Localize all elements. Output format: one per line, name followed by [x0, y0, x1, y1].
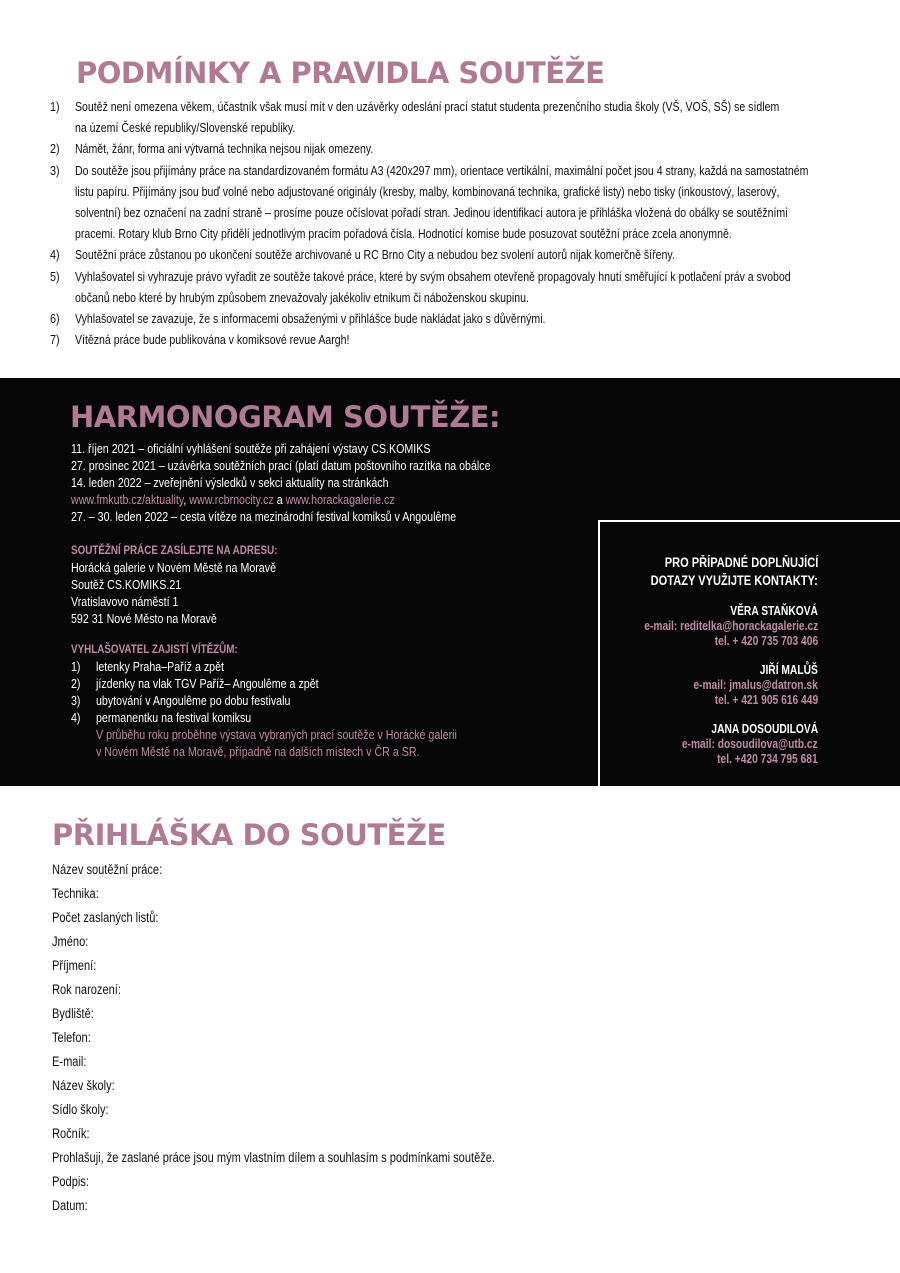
schedule-line: 27. prosinec 2021 – uzávěrka soutěžních prací (platí datum poštovního razítka na obálce: [71, 458, 491, 473]
contact-email[interactable]: e-mail: jmalus@datron.sk: [693, 678, 818, 692]
declaration-text: Prohlašuji, že zaslané práce jsou mým vlastním dílem a souhlasím s podmínkami soutěže.: [52, 1150, 495, 1165]
contact-email[interactable]: e-mail: reditelka@horackagalerie.cz: [643, 619, 818, 633]
rule-text: pracemi. Rotary klub Brno City přidělí jednotlivým pracím pořadová čísla. Hodnotící komise bude posuzovat soutěžní práce zcela anonymně.: [75, 226, 732, 242]
field-work-title: Název soutěžní práce:: [52, 862, 163, 877]
rule-number: 6): [50, 311, 60, 327]
address-block: [71, 541, 323, 627]
link-horackagalerie[interactable]: www.horackagalerie.cz: [285, 492, 395, 507]
contact-phone: tel. + 420 735 703 406: [714, 634, 818, 648]
address-heading: SOUTĚŽNÍ PRÁCE ZASÍLEJTE NA ADRESU:: [71, 543, 278, 557]
form-title: PŘIHLÁŠKA DO SOUTĚŽE: [52, 818, 446, 852]
rule-number: 2): [50, 141, 60, 157]
rule-number: 4): [50, 247, 60, 263]
schedule-section: [0, 378, 900, 786]
rule-item: [50, 329, 880, 350]
prize-text: letenky Praha–Paříž a zpět: [96, 659, 224, 674]
field-sheet-count: Počet zaslaných listů:: [52, 910, 159, 925]
rule-text: Do soutěže jsou přijímány práce na standardizovaném formátu A3 (420x297 mm), orientace vertikální, maximální počet jsou 4 strany, každá na samostatném: [75, 162, 809, 178]
contact-box: [598, 520, 900, 786]
schedule-line: 11. říjen 2021 – oficiální vyhlášení soutěže při zahájení výstavy CS.KOMIKS: [71, 441, 431, 456]
contact-heading-line: PRO PŘÍPADNÉ DOPLŇUJÍCÍ: [664, 555, 818, 570]
contact-email[interactable]: e-mail: dosoudilova@utb.cz: [682, 737, 818, 751]
link-fmkutb[interactable]: www.fmkutb.cz/aktuality: [71, 492, 184, 507]
rule-text: solventní) bez označení na zadní straně – prosíme pouze očíslovat pořadí stran. Jedinou identifikací autora je přihláška vložená do obálky se soutěžními: [75, 205, 788, 221]
rule-item: [50, 138, 880, 159]
rule-text: Soutěž není omezena věkem, účastník však musí mít v den uzávěrky odeslání prací statut studenta prezenčního studia školy (VŠ, VOŠ, SŠ) se sídlem: [75, 99, 780, 114]
contact-person: [558, 722, 818, 767]
field-residence: Bydliště:: [52, 1006, 94, 1021]
rule-text: na území České republiky/Slovenské republiky.: [75, 120, 296, 136]
prize-number: 1): [71, 659, 81, 674]
field-email: E-mail:: [52, 1054, 87, 1069]
contact-person: [558, 604, 818, 649]
rule-item: [50, 160, 880, 245]
contact-person: [558, 663, 818, 708]
prize-number: 4): [71, 710, 81, 725]
field-surname: Příjmení:: [52, 958, 97, 973]
schedule-list: [71, 440, 583, 525]
contact-name: VĚRA STAŇKOVÁ: [730, 604, 818, 618]
field-school-address: Sídlo školy:: [52, 1102, 109, 1117]
rules-section: [0, 0, 900, 378]
link-separator: a: [273, 492, 286, 507]
prize-number: 2): [71, 676, 81, 691]
schedule-line: 27. – 30. leden 2022 – cesta vítěze na mezinárodní festival komiksů v Angoulême: [71, 509, 457, 524]
prize-text: permanentku na festival komiksu: [96, 710, 252, 725]
schedule-line: 14. leden 2022 – zveřejnění výsledků v sekci aktuality na stránkách: [71, 475, 389, 490]
field-year: Ročník:: [52, 1126, 90, 1141]
rule-text: Vítězná práce bude publikována v komiksové revue Aargh!: [75, 332, 350, 348]
note-line: V průběhu roku proběhne výstava vybraných prací soutěže v Horácké galerii: [96, 727, 457, 742]
contact-phone: tel. +420 734 795 681: [717, 752, 818, 766]
rule-number: 3): [50, 162, 60, 178]
rules-title: PODMÍNKY A PRAVIDLA SOUTĚŽE: [76, 56, 605, 90]
rule-text: občanů nebo které by hrubým způsobem znevažovaly jakékoliv etnikum či náboženskou skupinu.: [75, 289, 529, 305]
note-line: v Novém Městě na Moravě, případně na dalších místech v ČR a SR.: [96, 744, 420, 759]
prizes-list: [71, 658, 536, 726]
prize-text: ubytování v Angoulême po dobu festivalu: [96, 693, 291, 708]
rule-number: 7): [50, 332, 60, 348]
field-first-name: Jméno:: [52, 934, 89, 949]
rule-text: Vyhlašovatel se zavazuje, že s informacemi obsaženými v přihlášce bude nakládat jako s důvěrnými.: [75, 311, 546, 327]
field-date: Datum:: [52, 1198, 88, 1213]
schedule-title: HARMONOGRAM SOUTĚŽE:: [70, 400, 501, 434]
prizes-block: [71, 640, 536, 760]
contact-name: JIŘÍ MALŮŠ: [759, 663, 818, 677]
rule-item: [50, 244, 880, 265]
link-rcbrnocity[interactable]: www.rcbrnocity.cz: [189, 492, 274, 507]
prizes-heading: VYHLAŠOVATEL ZAJISTÍ VÍTĚZŮM:: [71, 642, 238, 656]
field-school-name: Název školy:: [52, 1078, 115, 1093]
rule-number: 5): [50, 268, 60, 284]
contact-list: [558, 554, 818, 767]
address-line: Horácká galerie v Novém Městě na Moravě: [71, 560, 276, 575]
field-technique: Technika:: [52, 886, 99, 901]
exhibition-note: [71, 726, 536, 760]
application-form: [0, 786, 900, 1273]
address-line: 592 31 Nové Město na Moravě: [71, 611, 217, 626]
rule-text: Námět, žánr, forma ani výtvarná technika nejsou nijak omezeny.: [75, 141, 374, 157]
field-signature: Podpis:: [52, 1174, 89, 1189]
rule-text: Soutěžní práce zůstanou po ukončení soutěže archivované u RC Brno City a nebudou bez svolení autorů nijak komerčně šířeny.: [75, 247, 675, 263]
prize-item: [71, 692, 536, 709]
prize-item: [71, 658, 536, 675]
rule-item: [50, 266, 880, 308]
address-line: Soutěž CS.KOMIKS.21: [71, 577, 182, 592]
prize-number: 3): [71, 693, 81, 708]
prize-item: [71, 709, 536, 726]
prize-text: jízdenky na vlak TGV Paříž– Angoulême a zpět: [96, 676, 319, 691]
address-line: Vratislavovo náměstí 1: [71, 594, 179, 609]
contact-name: JANA DOSOUDILOVÁ: [711, 722, 818, 736]
contact-heading: [558, 554, 818, 590]
link-separator: ,: [183, 492, 190, 507]
rule-text: listu papíru. Přijímány jsou buď volné nebo adjustované originály (kresby, malby, kombinovaná technika, grafické listy) nebo tisky (inkoustový, laserový,: [75, 183, 780, 199]
form-fields: [52, 858, 592, 1218]
field-birth-year: Rok narození:: [52, 982, 121, 997]
rule-text: Vyhlašovatel si vyhrazuje právo vyřadit ze soutěže takové práce, které by svým obsahem otevřeně propagovaly hnutí směřující k potlačení práv a svobod: [75, 268, 791, 284]
rule-number: 1): [50, 99, 60, 114]
prize-item: [71, 675, 536, 692]
rule-item: [50, 308, 880, 329]
contact-phone: tel. + 421 905 616 449: [714, 693, 818, 707]
contact-heading-line: DOTAZY VYUŽIJTE KONTAKTY:: [650, 573, 818, 588]
rule-item: [50, 96, 880, 138]
rules-list: [50, 96, 880, 350]
field-phone: Telefon:: [52, 1030, 91, 1045]
